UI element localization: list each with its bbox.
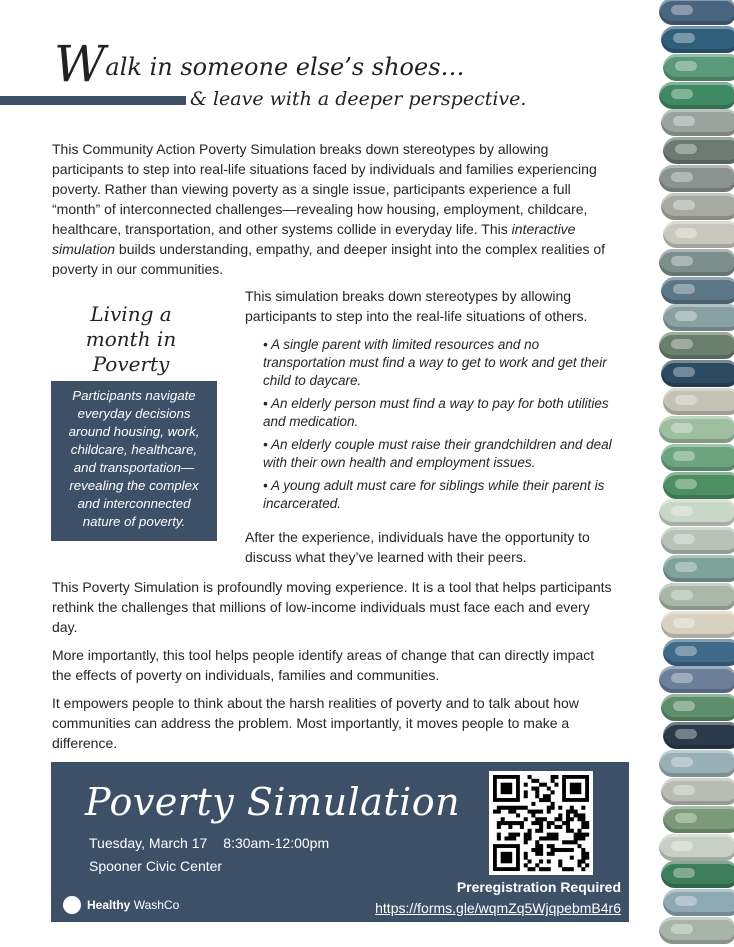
shoe-image: [659, 499, 734, 526]
shoe-image: [661, 527, 734, 554]
headline-initial: W: [54, 35, 106, 93]
shoe-image: [659, 917, 734, 944]
shoe-image: [659, 249, 734, 276]
logo-bold-text: Healthy: [87, 898, 131, 912]
event-banner: [51, 762, 629, 922]
intro-text-before: This Community Action Poverty Simulation breaks down stereotypes by allowing participants to step into real-life situations faced by individuals and families experiencing poverty. Rather than viewing poverty as a single issue, participants experience a full “month” of interconnected challenges—revealing how housing, employment, childcare, healthcare, transportation, and other systems collide in everyday life. This: [52, 141, 597, 237]
event-title: Poverty Simulation: [85, 780, 461, 824]
shoe-image: [659, 416, 734, 443]
qr-code-icon[interactable]: [489, 771, 593, 875]
scenario-list: [263, 336, 618, 518]
shoe-image: [659, 834, 734, 861]
shoe-image: [661, 193, 734, 220]
event-date: Tuesday, March 17: [89, 835, 208, 851]
shoe-column-image: [655, 0, 734, 947]
shoe-image: [661, 778, 734, 805]
healthy-washco-logo: [63, 896, 179, 914]
event-venue: Spooner Civic Center: [89, 858, 223, 874]
shoe-image: [663, 137, 734, 164]
shoe-image: [663, 221, 734, 248]
shoe-image: [661, 109, 734, 136]
headline-subtitle: & leave with a deeper perspective.: [190, 88, 527, 110]
shoe-image: [663, 639, 734, 666]
shoe-image: [663, 472, 734, 499]
shoe-image: [659, 666, 734, 693]
shoe-image: [659, 165, 734, 192]
shoe-image: [659, 0, 734, 25]
shoe-image: [661, 26, 734, 53]
registration-link[interactable]: https://forms.gle/wqmZq5WjqpebmB4r6: [375, 900, 621, 916]
body-paragraph-1: This Poverty Simulation is profoundly moving experience. It is a tool that helps participants rethink the challenges that millions of low-income individuals must face each and every day.: [52, 579, 612, 635]
shoe-image: [659, 750, 734, 777]
shoe-image: [663, 806, 734, 833]
scenario-item: • An elderly couple must raise their grandchildren and deal with their own health and employment issues.: [263, 437, 612, 470]
shoe-image: [663, 304, 734, 331]
shoe-image: [661, 444, 734, 471]
after-experience-text: After the experience, individuals have the opportunity to discuss what they’ve learned with their peers.: [245, 529, 590, 565]
shoe-image: [663, 555, 734, 582]
shoe-image: [663, 388, 734, 415]
shoe-image: [659, 82, 734, 109]
preregistration-note: Preregistration Required: [456, 879, 621, 895]
shoe-image: [661, 694, 734, 721]
shoe-image: [661, 611, 734, 638]
event-datetime: [89, 835, 329, 851]
intro-text-after: builds understanding, empathy, and deeper insight into the complex realities of poverty in our communities.: [52, 241, 606, 277]
scenario-item: • A young adult must care for siblings while their parent is incarcerated.: [263, 478, 605, 511]
headline: [54, 35, 465, 93]
shoe-image: [661, 277, 734, 304]
shoe-image: [661, 360, 734, 387]
aside-callout-text: Participants navigate everyday decisions around housing, work, childcare, healthcare, and transportation—revealing the complex and interconnected nature of poverty.: [68, 388, 200, 529]
event-time: 8:30am-12:00pm: [223, 835, 330, 851]
intro-emphasis: interactive simulation: [52, 221, 576, 257]
body-paragraph-2: More importantly, this tool helps people identify areas of change that can directly impact the effects of poverty on individuals, families and communities.: [52, 647, 595, 683]
simulation-lead: This simulation breaks down stereotypes by allowing participants to step into the real-life situations of others.: [245, 288, 588, 324]
logo-circle-icon: [63, 896, 81, 914]
aside-title: Living a month in Poverty: [85, 302, 177, 376]
headline-rest: alk in someone else’s shoes…: [105, 53, 465, 81]
intro-paragraph: [52, 139, 620, 279]
shoe-image: [659, 332, 734, 359]
logo-text: WashCo: [133, 898, 180, 912]
header-accent-bar: [0, 96, 186, 105]
shoe-image: [663, 722, 734, 749]
body-paragraph-3: It empowers people to think about the harsh realities of poverty and to talk about how communities can address the problem. Most importantly, it moves people to make a difference.: [52, 695, 579, 751]
shoe-image: [663, 54, 734, 81]
shoe-image: [663, 889, 734, 916]
scenario-item: • A single parent with limited resources and no transportation must find a way to get to work and get their child to daycare.: [263, 337, 607, 388]
scenario-item: • An elderly person must find a way to pay for both utilities and medication.: [263, 396, 609, 429]
shoe-image: [659, 583, 734, 610]
aside-callout-box: [51, 381, 217, 541]
shoe-image: [661, 861, 734, 888]
